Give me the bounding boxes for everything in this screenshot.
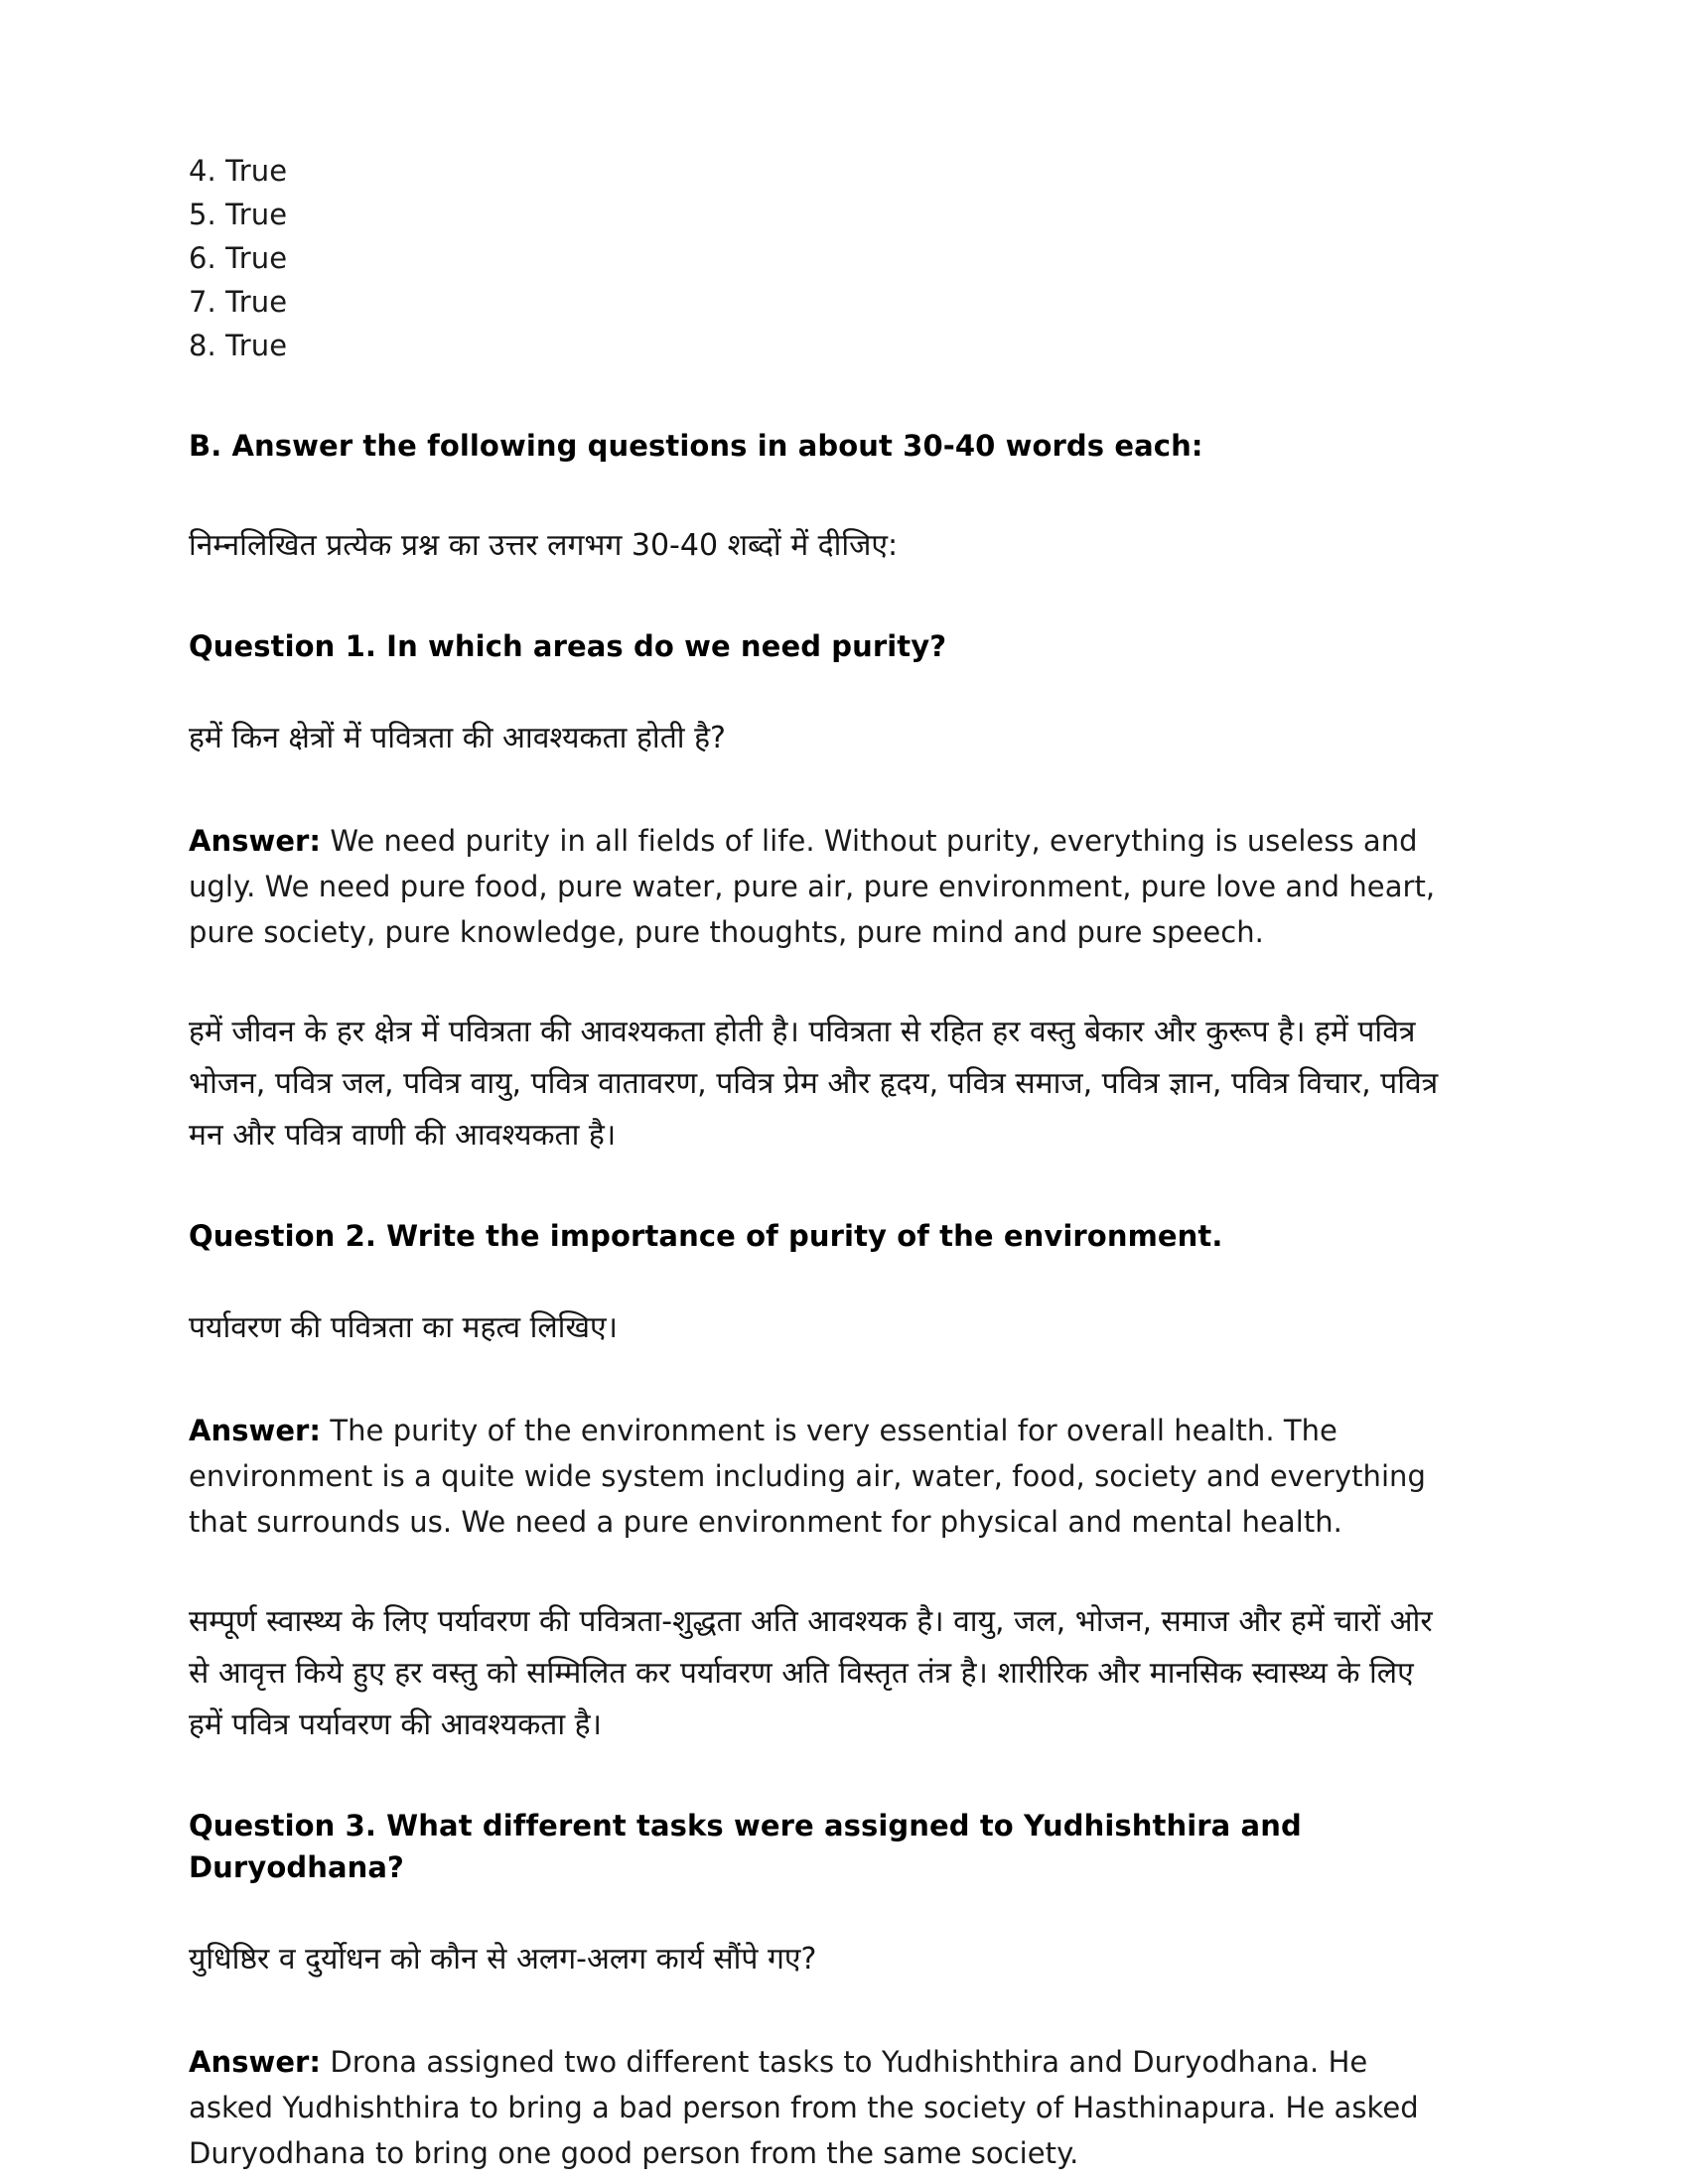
question-heading-hindi-1: हमें किन क्षेत्रों में पवित्रता की आवश्यकता होती है? bbox=[189, 721, 726, 755]
question-heading-hindi-3: युधिष्ठिर व दुर्योधन को कौन से अलग-अलग कार्य सौंपे गए? bbox=[189, 1942, 817, 1977]
answer-paragraph-english-3 bbox=[189, 2039, 1440, 2176]
answer-paragraph-hindi-1: हमें जीवन के हर क्षेत्र में पवित्रता की आवश्यकता होती है। पवित्रता से रहित हर वस्तु बेकार और कुरूप है। हमें पवित्र भोजन, पवित्र जल, पवित्र वायु, पवित्र वातावरण, पवित्र प्रेम और हृदय, पवित्र समाज, पवित्र ज्ञान, पवित्र विचार, पवित्र मन और पवित्र वाणी की आवश्यकता है। bbox=[189, 1015, 1439, 1153]
question-heading-2: Question 2. Write the importance of purity of the environment. bbox=[189, 1219, 1223, 1253]
answer-text: Drona assigned two different tasks to Yudhishthira and Duryodhana. He asked Yudhishthira to bring a bad person from the society of Hasthinapura. He asked Duryodhana to bring one good person from the same society. bbox=[189, 2045, 1419, 2170]
true-answer-list bbox=[189, 149, 1440, 367]
section-heading-english: B. Answer the following questions in about 30-40 words each: bbox=[189, 429, 1203, 463]
answer-paragraph-english-2 bbox=[189, 1408, 1440, 1545]
answer-text: The purity of the environment is very essential for overall health. The environment is a quite wide system including air, water, food, society and everything that surrounds us. We need a pure environment for physical and mental health. bbox=[189, 1414, 1426, 1539]
document-content bbox=[189, 149, 1440, 2176]
question-heading-3: Question 3. What different tasks were assigned to Yudhishthira and Duryodhana? bbox=[189, 1809, 1302, 1884]
list-item: 4. True bbox=[189, 154, 288, 188]
answer-paragraph-hindi-2: सम्पूर्ण स्वास्थ्य के लिए पर्यावरण की पवित्रता-शुद्धता अति आवश्यक है। वायु, जल, भोजन, समाज और हमें चारों ओर से आवृत्त किये हुए हर वस्तु को सम्मिलित कर पर्यावरण अति विस्तृत तंत्र है। शारीरिक और मानसिक स्वास्थ्य के लिए हमें पवित्र पर्यावरण की आवश्यकता है। bbox=[189, 1604, 1433, 1742]
answer-text: We need purity in all fields of life. Without purity, everything is useless and ugly. We need pure food, pure water, pure air, pure environment, pure love and heart, pure society, pure knowledge, pure thoughts, pure mind and pure speech. bbox=[189, 824, 1436, 949]
list-item: 5. True bbox=[189, 198, 288, 231]
question-heading-hindi-2: पर्यावरण की पवित्रता का महत्व लिखिए। bbox=[189, 1310, 618, 1345]
answer-paragraph-english-1 bbox=[189, 818, 1440, 955]
answer-label: Answer: bbox=[189, 2045, 322, 2079]
section-heading-hindi: निम्नलिखित प्रत्येक प्रश्न का उत्तर लगभग 30-40 शब्दों में दीजिए: bbox=[189, 528, 899, 563]
list-item: 6. True bbox=[189, 241, 288, 275]
answer-label: Answer: bbox=[189, 1414, 322, 1447]
list-item: 8. True bbox=[189, 329, 288, 362]
question-block-3 bbox=[189, 1805, 1440, 2176]
answer-label: Answer: bbox=[189, 824, 322, 858]
question-block-2 bbox=[189, 1215, 1440, 1751]
question-heading-1: Question 1. In which areas do we need purity? bbox=[189, 629, 947, 663]
question-block-1 bbox=[189, 625, 1440, 1161]
list-item: 7. True bbox=[189, 285, 288, 319]
